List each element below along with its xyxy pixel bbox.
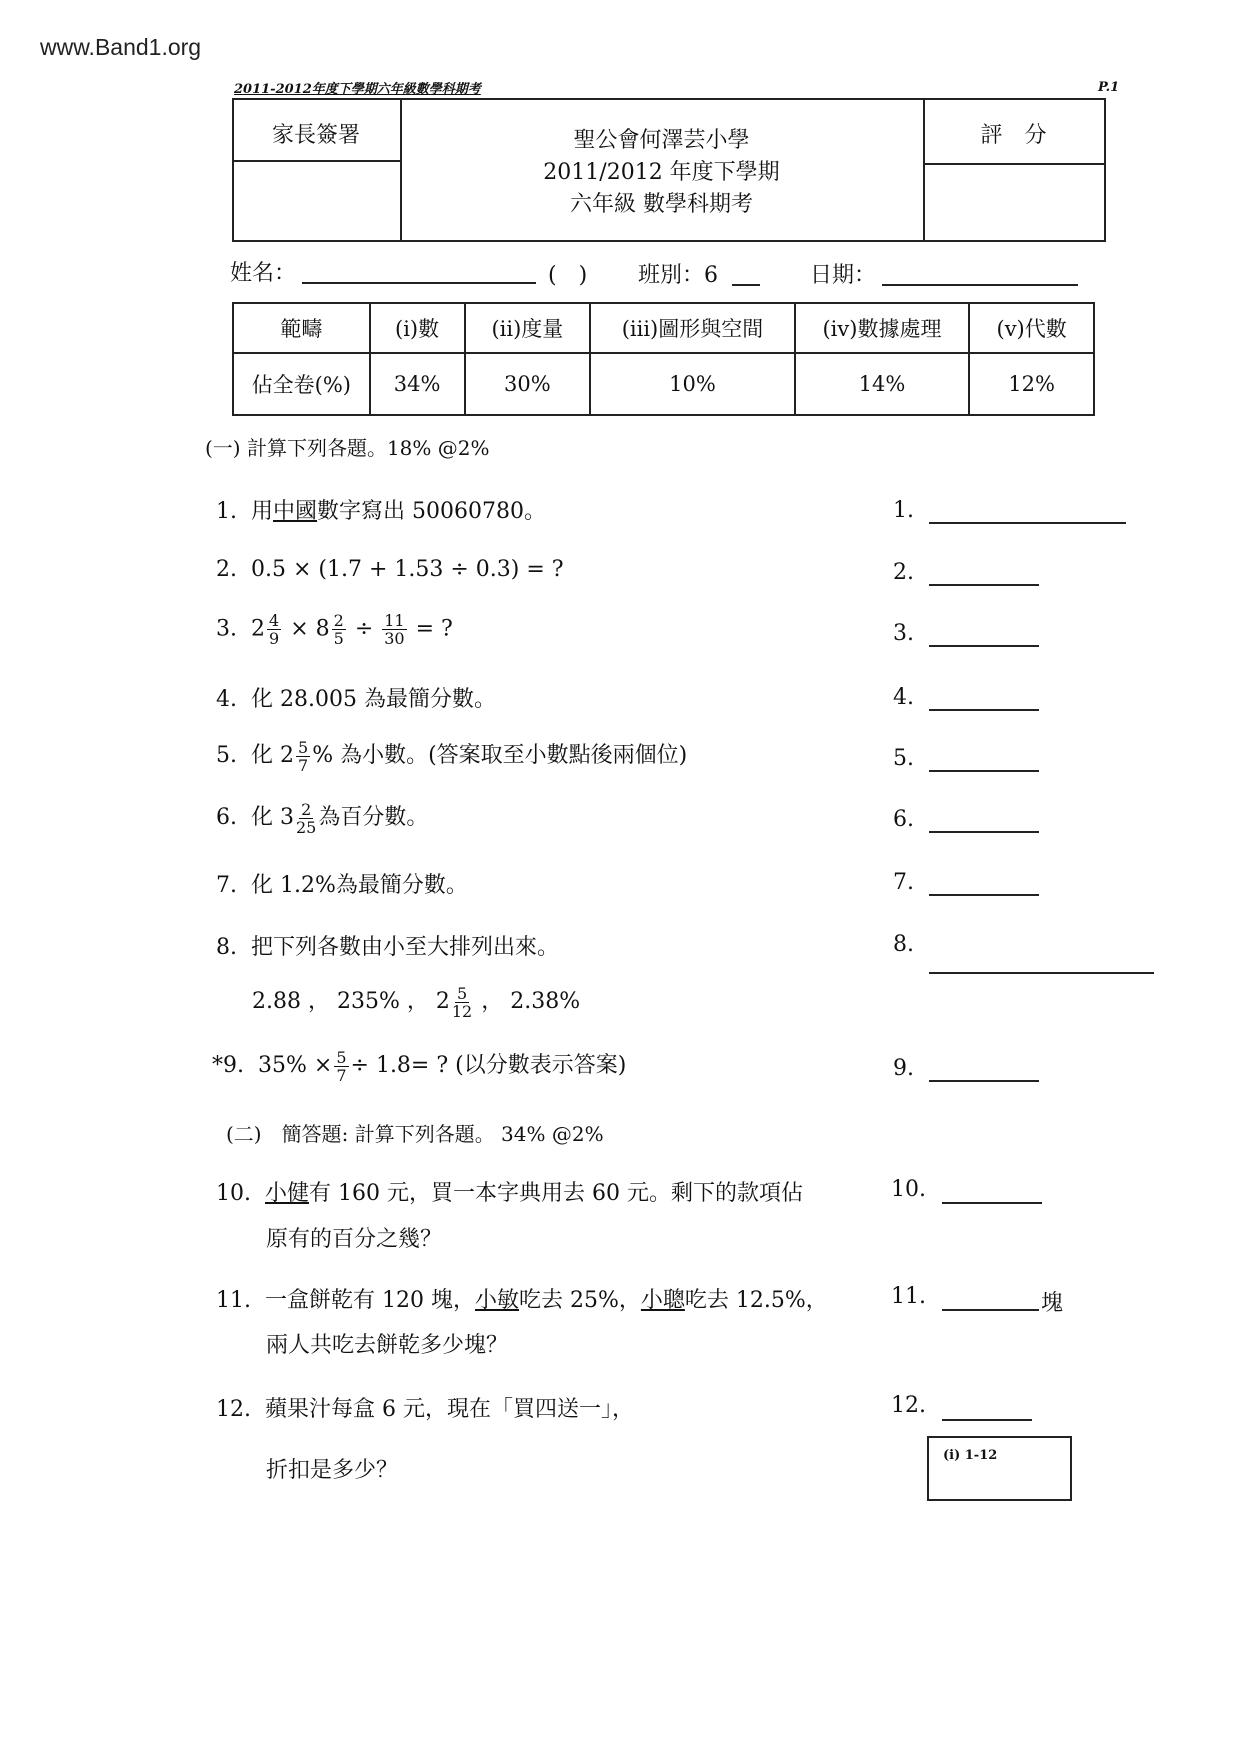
answer-label-1: 1. xyxy=(893,498,914,523)
answer-label-9: 9. xyxy=(893,1056,914,1081)
question-7: 7. 化 1.2%為最簡分數。 xyxy=(216,873,468,898)
answer-label-3: 3. xyxy=(893,621,914,646)
coverage-value: 12% xyxy=(969,353,1094,415)
question-3: 3. 2 $\frac{4}{9}$ × 8 $\frac{2}{5}$ ÷ $\frac{11}{30}$ = ? xyxy=(216,611,453,648)
answer-label-11: 11. xyxy=(891,1284,926,1309)
answer-label-7: 7. xyxy=(893,870,914,895)
answer-label-8: 8. xyxy=(893,932,914,957)
question-9: *9. 35% × $\frac{5}{7}$ ÷ 1.8= ? (以分數表示答案) xyxy=(212,1047,627,1085)
exam-title: 六年級 數學科期考 xyxy=(570,192,753,217)
question-10: 10. 小健有 160 元，買一本字典用去 60 元。剩下的款項佔 xyxy=(216,1181,803,1206)
name-field[interactable] xyxy=(302,282,536,284)
answer-label-10: 10. xyxy=(891,1177,926,1202)
answer-label-4: 4. xyxy=(893,685,914,710)
section-2-title: (二) 簡答題: 計算下列各題。 34% @2% xyxy=(226,1122,604,1146)
page-number: P.1 xyxy=(1098,80,1120,95)
question-10-line-2: 原有的百分之幾？ xyxy=(266,1227,443,1252)
answer-label-5: 5. xyxy=(893,746,914,771)
question-11: 11. 一盒餅乾有 120 塊，小敏吃去 25%，小聰吃去 12.5%， xyxy=(216,1288,828,1313)
watermark: www.Band1.org xyxy=(40,34,202,60)
coverage-header: 範疇 xyxy=(233,303,370,353)
score-box-label: (i) 1-12 xyxy=(943,1448,998,1463)
school-name: 聖公會何澤芸小學 xyxy=(573,128,750,153)
date-field[interactable] xyxy=(882,284,1078,286)
coverage-header: (iii)圖形與空間 xyxy=(590,303,794,353)
coverage-value: 10% xyxy=(590,353,794,415)
answer-label-6: 6. xyxy=(893,807,914,832)
answer-label-12: 12. xyxy=(891,1393,926,1418)
answer-field-8[interactable] xyxy=(929,972,1154,974)
coverage-value: 34% xyxy=(370,353,465,415)
class-number-field[interactable]: ( ) xyxy=(548,263,588,288)
score-box xyxy=(927,1436,1072,1501)
answer-field-1[interactable] xyxy=(929,522,1126,524)
question-8: 8. 把下列各數由小至大排列出來。 xyxy=(216,935,560,960)
coverage-header: (ii)度量 xyxy=(465,303,591,353)
answer-field-7[interactable] xyxy=(929,894,1039,896)
coverage-value: 30% xyxy=(465,353,591,415)
coverage-value: 14% xyxy=(795,353,970,415)
score-label: 評 分 xyxy=(980,123,1047,148)
answer-field-3[interactable] xyxy=(929,645,1039,647)
question-5: 5. 化 2 $\frac{5}{7}$ % 為小數。(答案取至小數點後兩個位) xyxy=(216,737,688,775)
coverage-header: (i)數 xyxy=(370,303,465,353)
coverage-header: (v)代數 xyxy=(969,303,1094,353)
coverage-table xyxy=(232,302,1095,416)
question-11-line-2: 兩人共吃去餅乾多少塊？ xyxy=(266,1333,509,1358)
section-1-title: (一) 計算下列各題。18% @2% xyxy=(205,436,490,460)
answer-field-11[interactable] xyxy=(942,1309,1039,1311)
date-label: 日期： xyxy=(810,263,877,288)
class-label: 班別：6 xyxy=(638,263,718,288)
coverage-value: 佔全卷(%) xyxy=(233,353,370,415)
question-6: 6. 化 3 $\frac{2}{25}$ 為百分數。 xyxy=(216,799,429,837)
running-header: 2011-2012年度下學期六年級數學科期考 xyxy=(234,82,481,97)
answer-field-5[interactable] xyxy=(929,770,1039,772)
answer-field-10[interactable] xyxy=(942,1202,1042,1204)
name-label: 姓名： xyxy=(230,261,297,286)
answer-label-2: 2. xyxy=(893,560,914,585)
question-12-line-2: 折扣是多少？ xyxy=(266,1458,399,1483)
question-8-list: 2.88 ， 235% ， 2 $\frac{5}{12}$ ， 2.38% xyxy=(252,983,581,1021)
answer-unit-11: 塊 xyxy=(1041,1291,1064,1316)
answer-field-6[interactable] xyxy=(929,831,1039,833)
school-year: 2011/2012 年度下學期 xyxy=(543,160,780,185)
answer-field-2[interactable] xyxy=(929,584,1039,586)
question-1: 1. 用中國數字寫出 50060780。 xyxy=(216,499,547,524)
question-4: 4. 化 28.005 為最簡分數。 xyxy=(216,687,496,712)
parent-signature-label: 家長簽署 xyxy=(271,123,360,148)
coverage-header: (iv)數據處理 xyxy=(795,303,970,353)
class-field[interactable] xyxy=(732,284,760,286)
answer-field-9[interactable] xyxy=(929,1080,1039,1082)
answer-field-4[interactable] xyxy=(929,709,1039,711)
question-12: 12. 蘋果汁每盒 6 元，現在「買四送一」， xyxy=(216,1397,634,1422)
answer-field-12[interactable] xyxy=(942,1419,1032,1421)
question-2: 2. 0.5 × (1.7 + 1.53 ÷ 0.3) = ? xyxy=(216,557,564,582)
